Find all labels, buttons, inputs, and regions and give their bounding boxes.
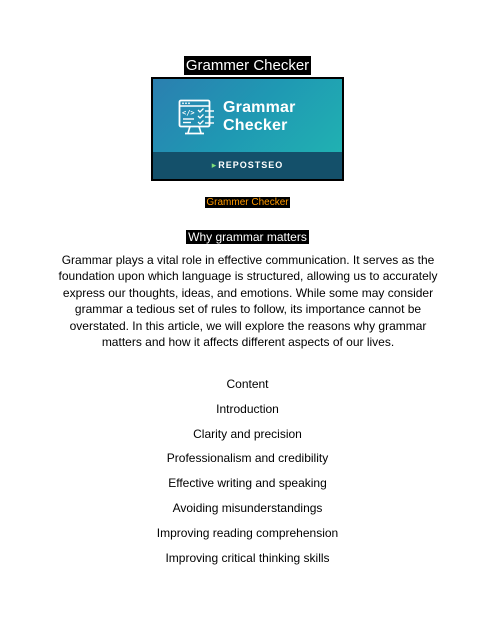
section-heading xyxy=(0,229,495,245)
banner-footer xyxy=(153,152,342,179)
toc-item: Introduction xyxy=(216,401,279,416)
toc-item: Professionalism and credibility xyxy=(166,451,329,466)
grammar-checker-link[interactable]: Grammer Checker xyxy=(206,197,289,208)
svg-text:</>: </> xyxy=(182,109,195,117)
brand-name: REPOSTSEO xyxy=(218,160,284,170)
toc-item: Clarity and precision xyxy=(193,426,302,441)
toc-item: Effective writing and speaking xyxy=(168,476,327,491)
caption-link-row xyxy=(0,194,495,209)
brand-logo xyxy=(212,159,284,171)
code-checklist-icon xyxy=(178,99,216,139)
document-title xyxy=(0,57,495,75)
banner-title-line-2: Checker xyxy=(223,117,288,134)
section-heading-text: Why grammar matters xyxy=(188,230,307,244)
document-title-text: Grammer Checker xyxy=(185,57,310,74)
table-of-contents xyxy=(0,376,495,574)
toc-heading: Content xyxy=(226,377,269,391)
banner-image xyxy=(151,77,344,181)
toc-item: Improving critical thinking skills xyxy=(165,550,330,565)
banner-title-line-1: Grammar xyxy=(223,99,296,116)
toc-item: Avoiding misunderstandings xyxy=(172,500,323,515)
banner-title xyxy=(223,99,296,135)
intro-paragraph: Grammar plays a vital role in effective communication. It serves as the foundation upon which language is structured, allowing us to accurately express our thoughts, ideas, and emotions. While some may consider grammar a tedious set of rules to follow, its importance cannot be overstated. In this article, we will explore the reasons why grammar matters and how it affects different aspects of our lives. xyxy=(58,253,438,350)
brand-arrow-icon: ▸ xyxy=(211,160,218,170)
toc-item: Improving reading comprehension xyxy=(156,525,339,540)
